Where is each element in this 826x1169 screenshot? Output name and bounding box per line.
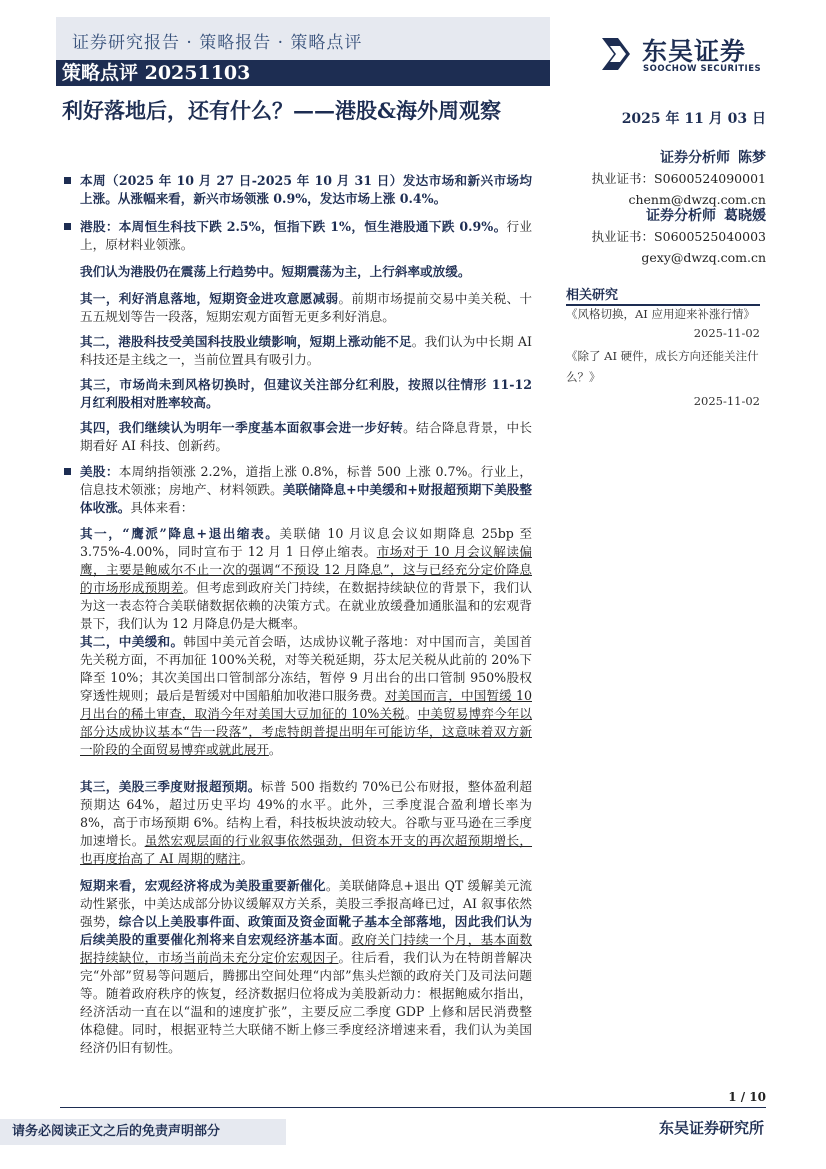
outlook-bold-1: 短期来看，宏观经济将成为美股重要新催化 xyxy=(80,878,326,893)
brand-name-en: SOOCHOW SECURITIES xyxy=(643,64,762,74)
hk-text: 行业上，原材料业领涨。 xyxy=(80,219,533,252)
analyst-1 xyxy=(592,148,766,210)
us-1-bold: 其一，“鹰派”降息+退出缩表。 xyxy=(80,526,280,541)
paragraph-outlook xyxy=(80,877,532,1057)
divider xyxy=(60,1107,766,1108)
report-date: 2025 年 11 月 03 日 xyxy=(621,111,766,127)
related-title: 相关研究 xyxy=(566,288,619,303)
related-link[interactable]: 《风格切换，AI 应用迎来补涨行情》 xyxy=(566,307,756,321)
bullet-icon xyxy=(64,177,71,184)
analyst-name: 葛晓媛 xyxy=(724,208,766,224)
us-bold: 美联储降息+中美缓和+财报超预期下美股整体收涨。 xyxy=(80,482,533,515)
hk-bold: 港股：本周恒生科技下跌 2.5%，恒指下跌 1%，恒生港股通下跌 0.9%。 xyxy=(80,219,507,234)
disclaimer-notice[interactable]: 请务必阅读正文之后的免责声明部分 xyxy=(12,1124,221,1139)
bullet-icon xyxy=(64,223,71,230)
paragraph-point-3 xyxy=(80,376,532,412)
paragraph-us-2 xyxy=(80,633,532,759)
analyst-email[interactable]: gexy@dwzq.com.cn xyxy=(641,250,766,265)
us-3-underline: 虽然宏观层面的行业叙事依然强劲，但资本开支的再次超预期增长，也再度抬高了 AI 周期的赌注 xyxy=(80,833,533,866)
us-1-underline: 市场对于 10 月会议解读偏鹰，主要是鲍威尔不止一次的强调“不预设 12 月降息”，这与已经充分定价降息的市场形成预期差 xyxy=(80,544,532,595)
us-2-bold: 其二，中美缓和。 xyxy=(80,634,184,649)
outlook-underline: 政府关门持续一个月，基本面数据持续缺位，市场当前尚未充分定价宏观因子 xyxy=(80,932,533,965)
us-2-text: 韩国中美元首会晤，达成协议靴子落地：对中国而言，美国首先关税方面，不再加征 100%关税，对等关税延期，芬太尼关税从此前的 20%下降至 10%；其次美国出口管制部分冻结，暂停 9 月出台的出口管制 950%股权穿透性规则；最后是暂缓对中国船舶加收港口服务费。 xyxy=(80,634,533,703)
us-2-text-3: 。 xyxy=(268,742,282,757)
cert-number: S0600524090001 xyxy=(654,171,766,186)
paragraph-point-1 xyxy=(80,290,532,326)
cert-label: 执业证书： xyxy=(591,229,655,244)
us-text: 本周纳指领涨 2.2%，道指上涨 0.8%，标普 500 上涨 0.7%。行业上，信息技术领涨；房地产、材料领跌。 xyxy=(80,464,533,497)
us-1-text: 美联储 10 月议息会议如期降息 25bp 至 3.75%-4.00%，同时宣布于 12 月 1 日停止缩表。 xyxy=(80,526,532,559)
analyst-role: 证券分析师 xyxy=(646,208,717,224)
us-1-text-2: 。但考虑到政府关门持续，在数据持续缺位的背景下，我们认为这一表态符合美联储数据依赖的决策方式。在就业放缓叠加通胀温和的宏观背景下，我们认为 12 月降息仍是大概率。 xyxy=(80,580,533,631)
point-4-text: 。结合降息背景，中长期看好 AI 科技、创新药。 xyxy=(80,420,533,453)
institute-name: 东吴证券研究所 xyxy=(658,1119,764,1137)
us-2-underline-1: 对美国而言，中国暂缓 10 月出台的稀土审查，取消今年对美国大豆加征的 10%关税 xyxy=(80,688,532,721)
outlook-text-2: 。 xyxy=(338,932,352,947)
report-code: 策略点评 20251103 xyxy=(62,62,251,84)
us-tail: 具体来看： xyxy=(130,500,194,515)
paragraph-us-1 xyxy=(80,525,532,633)
analyst-role: 证券分析师 xyxy=(660,150,731,166)
summary-text: 本周（2025 年 10 月 27 日-2025 年 10 月 31 日）发达市场和新兴市场均上涨。从涨幅来看，新兴市场领涨 0.9%，发达市场上涨 0.4%。 xyxy=(80,173,532,206)
us-2-text-2: 。 xyxy=(404,706,418,721)
paragraph-point-2 xyxy=(80,333,532,369)
point-4-bold: 其四，我们继续认为明年一季度基本面叙事会进一步好转 xyxy=(80,420,404,435)
paragraph-hk xyxy=(80,218,532,254)
us-label: 美股： xyxy=(80,464,119,479)
analyst-2 xyxy=(592,206,766,268)
outlook-text: 。美联储降息+退出 QT 缓解美元流动性紧张，中美达成部分协议缓解双方关系，美股三季报高峰已过，AI 叙事依然强势， xyxy=(80,878,532,929)
logo-mark-icon xyxy=(596,32,636,76)
related-date: 2025-11-02 xyxy=(693,326,760,340)
cert-number: S0600525040003 xyxy=(654,229,766,244)
paragraph-view xyxy=(80,263,532,281)
point-2-bold: 其二，港股科技受美国科技股业绩影响，短期上涨动能不足 xyxy=(80,334,412,349)
related-link[interactable]: 《除了 AI 硬件，成长方向还能关注什么？》 xyxy=(566,349,759,384)
analyst-name: 陈梦 xyxy=(738,150,766,166)
related-date: 2025-11-02 xyxy=(693,394,760,408)
outlook-text-3: 。往后看，我们认为在特朗普解决完“外部”贸易等问题后，腾挪出空间处理“内部”焦头烂额的政府关门及司法问题等。随着政府秩序的恢复，经济数据归位将成为美股新动力：根据鲍威尔指出，经济活动一直在以“温和的速度扩张”，主要反应二季度 GDP 上修和居民消费整体稳健。同时，根据亚特兰大联储不断上修三季度经济增速来看，我们认为美国经济仍旧有韧性。 xyxy=(80,950,533,1055)
point-1-bold: 其一，利好消息落地，短期资金进攻意愿减弱 xyxy=(80,291,339,306)
us-3-text: 标普 500 指数约 70%已公布财报，整体盈利超预期达 64%，超过历史平均 49%的水平。此外，三季度混合盈利增长率为 8%，高于市场预期 6%。结构上看，科技板块波动较大。谷歌与亚马逊在三季度加速增长。 xyxy=(80,779,533,848)
paragraph-us-3 xyxy=(80,778,532,868)
outlook-bold-2: 综合以上美股事件面、政策面及资金面靴子基本全部落地，因此我们认为后续美股的重要催化剂将来自宏观经济基本面 xyxy=(80,914,533,947)
us-3-bold: 其三，美股三季度财报超预期。 xyxy=(80,779,261,794)
point-2-text: 。我们认为中长期 AI 科技还是主线之一，当前位置具有吸引力。 xyxy=(80,334,533,367)
point-3-bold: 其三，市场尚未到风格切换时，但建议关注部分红利股，按照以往情形 11-12 月红利股相对胜率较高。 xyxy=(80,377,532,410)
report-title: 利好落地后，还有什么？——港股&海外周观察 xyxy=(62,98,501,123)
point-1-text: 。前期市场提前交易中美关税、十五五规划等告一段落，短期宏观方面暂无更多利好消息。 xyxy=(80,291,533,324)
paragraph-summary xyxy=(80,172,532,208)
cert-label: 执业证书： xyxy=(591,171,655,186)
analyst-email[interactable]: chenm@dwzq.com.cn xyxy=(628,192,766,207)
bullet-icon xyxy=(64,468,71,475)
paragraph-point-4 xyxy=(80,419,532,455)
breadcrumb: 证券研究报告 · 策略报告 · 策略点评 xyxy=(72,33,363,53)
us-2-underline-2: 中美贸易博弈今年以部分达成协议基本“告一段落”，考虑特朗普提出明年可能访华，这意味着双方新一阶段的全面贸易博弈或就此展开 xyxy=(80,706,533,757)
view-text: 我们认为港股仍在震荡上行趋势中。短期震荡为主，上行斜率或放缓。 xyxy=(80,264,471,279)
brand-name: 东吴证券 xyxy=(642,37,747,66)
us-3-text-2: 。 xyxy=(240,851,254,866)
page-number: 1 / 10 xyxy=(728,1090,766,1104)
paragraph-us xyxy=(80,463,532,517)
